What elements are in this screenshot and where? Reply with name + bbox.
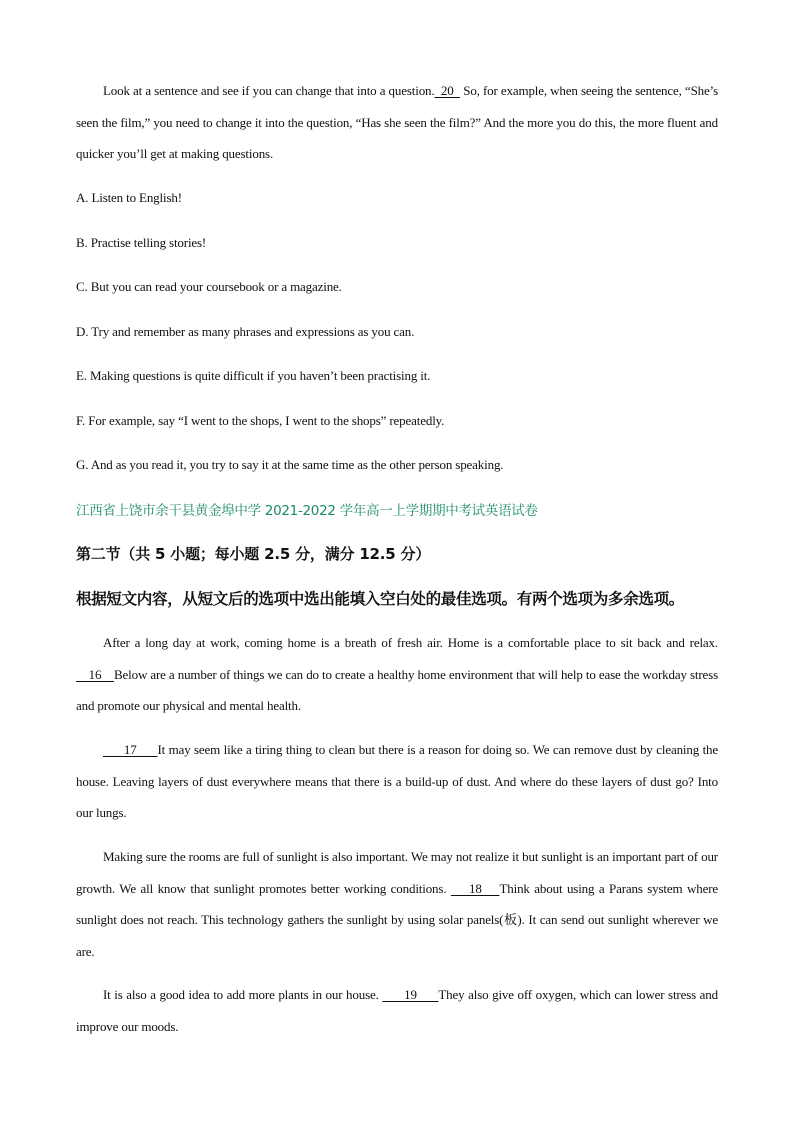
option-g: G. And as you read it, you try to say it at the same time as the other person speaking. xyxy=(76,457,504,472)
paragraph-text: It may seem like a tiring thing to clean but there is a reason for doing so. We can remove dust by cleaning the house. Leaving layers of dust everywhere means that there is a build-up of dust. And where do these layers of dust go? Into our lungs. xyxy=(76,742,718,820)
instruction-text: 根据短文内容，从短文后的选项中选出能填入空白处的最佳选项。有两个选项为多余选项。 xyxy=(76,590,685,608)
passage-paragraph-2 xyxy=(76,627,718,722)
option-e: E. Making questions is quite difficult if you haven’t been practising it. xyxy=(76,368,431,383)
exam-source-title: 江西省上饶市余干县黄金埠中学 2021-2022 学年高一上学期期中考试英语试卷 xyxy=(76,503,538,519)
option-f: F. For example, say “I went to the shops, I went to the shops” repeatedly. xyxy=(76,413,445,428)
paragraph-text: It is also a good idea to add more plants in our house. xyxy=(103,987,383,1002)
option-b: B. Practise telling stories! xyxy=(76,235,207,250)
option-a: A. Listen to English! xyxy=(76,190,182,205)
answer-blank-18: 18 xyxy=(450,880,500,896)
answer-blank-19: 19 xyxy=(382,987,439,1002)
option-d: D. Try and remember as many phrases and expressions as you can. xyxy=(76,324,415,339)
answer-blank-16: 16 xyxy=(76,666,114,682)
answer-blank-17: 17 xyxy=(103,742,158,757)
answer-blank-20: 20 xyxy=(434,83,461,98)
paragraph-text: After a long day at work, coming home is a breath of fresh air. Home is a comfortable place to sit back and relax. xyxy=(103,635,718,650)
paragraph-text: Think about using a Parans system where sunlight does not reach. This technology gathers the sunlight by using solar panels(板). It can send out sunlight wherever we are. xyxy=(76,880,718,959)
paragraph-text: So, for example, when seeing the sentence, “She’s seen the film,” you need to change it into the question, “Has she seen the film?” And the more you do this, the more fluent and quicker you’ll get at making questions. xyxy=(76,83,718,161)
option-c: C. But you can read your coursebook or a magazine. xyxy=(76,279,342,294)
passage-paragraph-3 xyxy=(76,734,718,829)
paragraph-text: Making sure the rooms are full of sunlight is also important. We may not realize it but sunlight is an important part of our growth. We all know that sunlight promotes better working conditions. xyxy=(76,849,718,896)
passage-paragraph-5 xyxy=(76,979,718,1042)
passage-paragraph-4 xyxy=(76,841,718,967)
paragraph-text: Look at a sentence and see if you can change that into a question. xyxy=(103,83,435,98)
section-heading: 第二节（共 5 小题；每小题 2.5 分，满分 12.5 分） xyxy=(76,545,431,563)
paragraph-text: They also give off oxygen, which can lower stress and improve our moods. xyxy=(76,987,718,1034)
passage-paragraph-1 xyxy=(76,75,718,170)
paragraph-text: Below are a number of things we can do to create a healthy home environment that will help to ease the workday stress and promote our physical and mental health. xyxy=(76,666,718,713)
